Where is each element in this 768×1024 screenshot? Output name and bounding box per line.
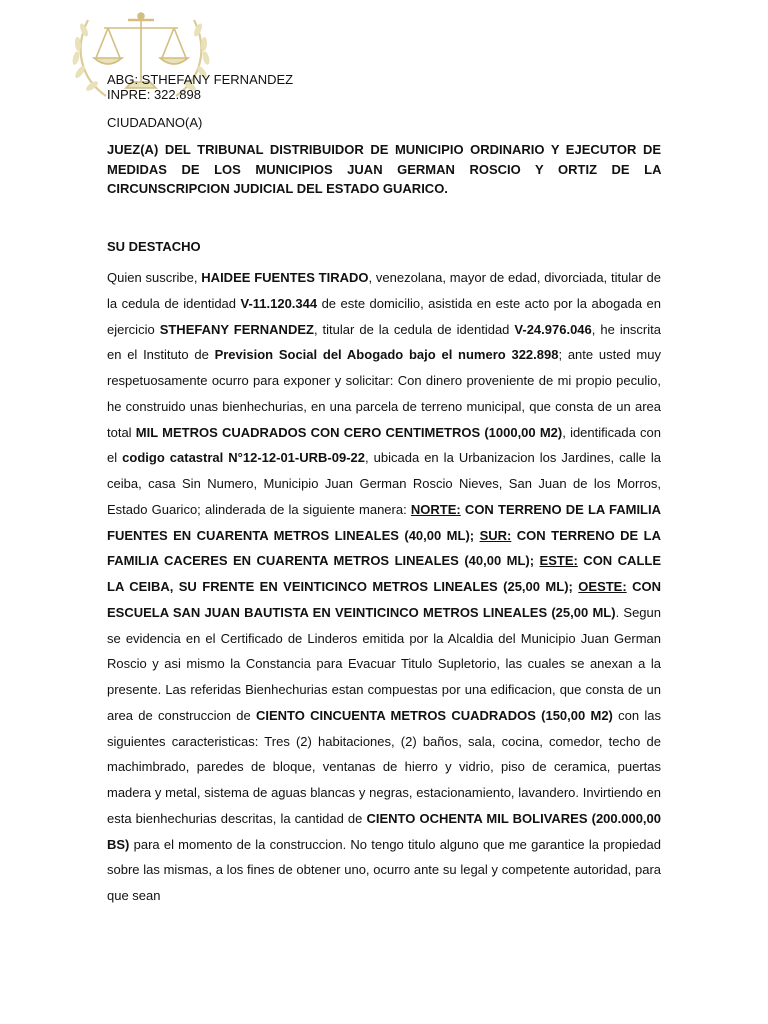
- boundary-south: CON TERRENO DE LA FAMILIA CACERES EN CUARENTA METROS LINEALES (40,00 ML);: [107, 527, 661, 569]
- lawyer-id: V-24.976.046: [514, 321, 592, 337]
- text-segment: ; ante usted muy respetuosamente ocurro para exponer y solicitar: Con dinero proveniente de mi propio peculio, he construido unas bienhechurias, en una parcela de terreno municipal, que consta de un area total: [107, 347, 661, 440]
- total-area: MIL METROS CUADRADOS CON CERO CENTIMETROS (1000,00 M2): [135, 424, 563, 440]
- text-segment: de este domicilio, asistida en este acto por la abogada en ejercicio: [107, 295, 661, 337]
- addressee-line-1: JUEZ(A) DEL TRIBUNAL DISTRIBUIDOR DE MUNICIPIO ORDINARIO Y EJECUTOR: [107, 142, 637, 157]
- addressee-line-3: CIRCUNSCRIPCION JUDICIAL DEL ESTADO GUARICO.: [107, 181, 448, 196]
- applicant-name: HAIDEE FUENTES TIRADO: [201, 270, 369, 285]
- su-destacho-heading: SU DESTACHO: [107, 239, 201, 254]
- investment-amount: CIENTO OCHENTA MIL BOLIVARES (200.000,00 BS): [107, 810, 662, 852]
- boundary-east-label: ESTE:: [539, 553, 578, 569]
- text-segment: , identificada con el: [107, 424, 661, 466]
- text-segment: . Segun se evidencia en el Certificado de Linderos emitida por la Alcaldia del Municipio Juan German Roscio y asi mismo la Constancia para Evacuar Titulo Supletorio, las cuales se anexan a la presente. Las referidas Bienhechurias estan compuestas por una edificacion, que consta de un area de construccion de: [107, 604, 661, 723]
- text-segment: para el momento de la construccion. No tengo titulo alguno que me garantice la propiedad sobre las mismas, a los fines de obtener uno, ocurro ante su legal y competente autoridad, para que sean: [107, 836, 661, 903]
- text-segment: , he inscrita en el Instituto de: [107, 321, 661, 363]
- text-segment: , ubicada en la Urbanizacion los Jardines, calle la ceiba, casa Sin Numero, Municipio Juan German Roscio Nieves, San Juan de los Morros, Estado Guarico; alinderada de la siguiente manera:: [107, 450, 662, 517]
- lawyer-inpre: INPRE: 322.898: [107, 87, 201, 102]
- addressee-block: [107, 140, 661, 199]
- boundary-west-label: OESTE:: [578, 579, 627, 594]
- construction-area: CIENTO CINCUENTA METROS CUADRADOS (150,00 M2): [255, 707, 613, 723]
- lawyer-name: ABG: STHEFANY FERNANDEZ: [107, 72, 294, 87]
- boundary-east: CON CALLE LA CEIBA, SU FRENTE EN VEINTICINCO METROS LINEALES (25,00 ML);: [107, 553, 661, 594]
- text-segment: , titular de la cedula de identidad: [313, 321, 515, 337]
- boundary-south-label: SUR:: [479, 527, 512, 543]
- lawyer-name-inline: STHEFANY FERNANDEZ: [159, 321, 314, 337]
- boundary-west: CON ESCUELA SAN JUAN BAUTISTA EN VEINTICINCO METROS LINEALES (25,00 ML): [107, 579, 662, 620]
- text-segment: , venezolana, mayor de edad, divorciada, titular de la cedula de identidad: [107, 270, 661, 311]
- institute-registration: Prevision Social del Abogado bajo el numero 322.898: [214, 347, 559, 363]
- applicant-id: V-11.120.344: [240, 295, 318, 311]
- recipient-label: CIUDADANO(A): [107, 115, 203, 130]
- body-paragraph: [107, 265, 661, 909]
- text-segment: con las siguientes caracteristicas: Tres (2) habitaciones, (2) baños, sala, cocina, comedor, techo de machimbrado, paredes de bloque, ventanas de hierro y vidrio, piso de ceramica, puertas madera y metal, sistema de aguas blancas y negras, estacionamiento, lavandero. Invirtiendo en esta bienhechurias descritas, la cantidad de: [107, 707, 661, 826]
- boundary-north: CON TERRENO DE LA FAMILIA FUENTES EN CUARENTA METROS LINEALES (40,00 ML);: [107, 501, 662, 543]
- text-segment: Quien suscribe,: [107, 270, 202, 285]
- addressee-line-2: DE MEDIDAS DE LOS MUNICIPIOS JUAN GERMAN ROSCIO Y ORTIZ DE LA: [107, 142, 661, 177]
- cadastral-code: codigo catastral N°12-12-01-URB-09-22: [122, 450, 365, 466]
- lawyer-header: [107, 72, 293, 102]
- boundary-north-label: NORTE:: [410, 501, 461, 517]
